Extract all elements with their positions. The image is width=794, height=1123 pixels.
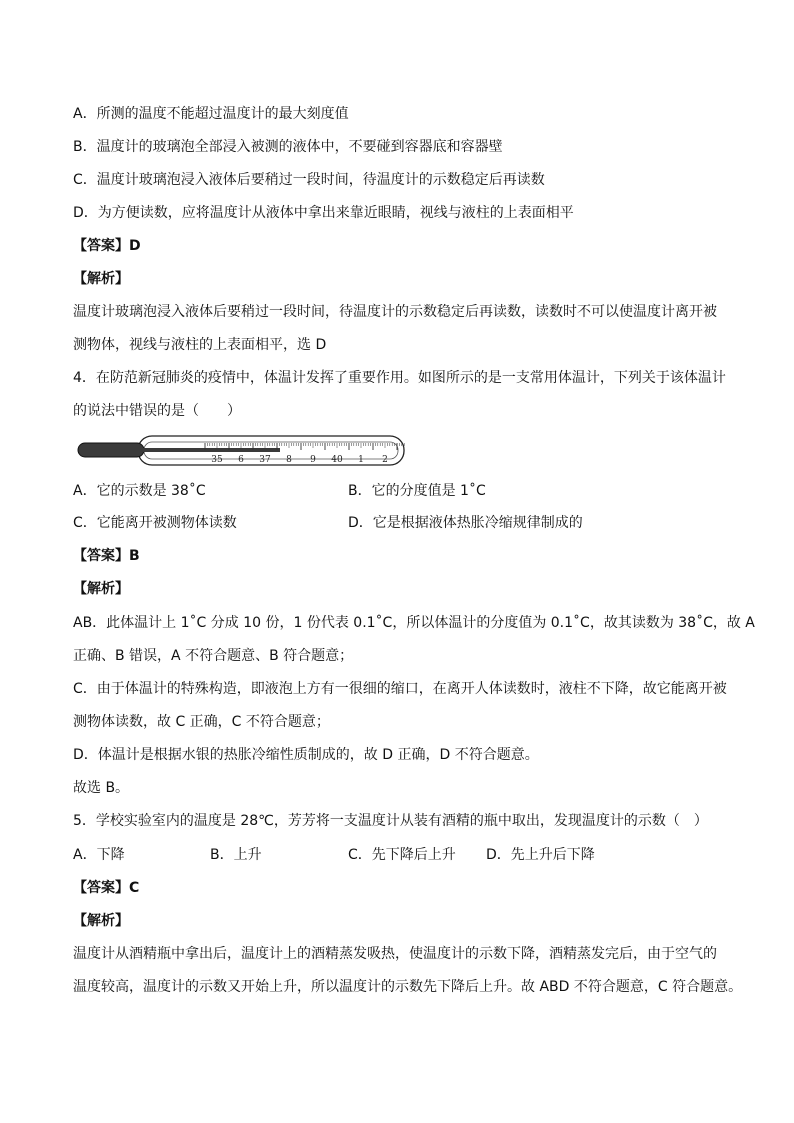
q4-analysis-line-6: 故选 B。 (73, 780, 130, 796)
q3-analysis-label: 【解析】 (73, 271, 129, 287)
q3-option-b: B．温度计的玻璃泡全部浸入被测的液体中，不要碰到容器底和容器壁 (73, 139, 503, 155)
scale-label-42: 2 (382, 455, 388, 465)
q5-analysis-label: 【解析】 (73, 913, 129, 929)
q4-option-d: D．它是根据液体热胀冷缩规律制成的 (348, 515, 583, 531)
thermometer-figure (74, 434, 406, 468)
q5-analysis-line-2: 温度较高，温度计的示数又开始上升，所以温度计的示数先下降后上升。故 ABD 不符合题意，C 符合题意。 (73, 979, 743, 995)
q5-option-a: A．下降 (73, 847, 125, 863)
scale-label-40: 40 (331, 455, 343, 465)
scale-label-41: 1 (358, 455, 364, 465)
q4-option-b: B．它的分度值是 1˚C (348, 483, 486, 499)
q4-analysis-label: 【解析】 (73, 581, 129, 597)
scale-label-36: 6 (238, 455, 244, 465)
q4-analysis-line-1: AB．此体温计上 1˚C 分成 10 份，1 份代表 0.1˚C，所以体温计的分度值为 0.1˚C，故其读数为 38˚C，故 A (73, 615, 755, 631)
q4-option-c: C．它能离开被测物体读数 (73, 515, 237, 531)
q5-answer: 【答案】C (73, 880, 140, 896)
q3-option-c: C．温度计玻璃泡浸入液体后要稍过一段时间，待温度计的示数稳定后再读数 (73, 172, 545, 188)
q3-analysis-line-1: 温度计玻璃泡浸入液体后要稍过一段时间，待温度计的示数稳定后再读数，读数时不可以使温度计离开被 (73, 304, 717, 320)
q4-analysis-line-4: 测物体读数，故 C 正确，C 不符合题意； (73, 714, 330, 730)
q5-option-d: D．先上升后下降 (486, 847, 595, 863)
q5-analysis-line-1: 温度计从酒精瓶中拿出后，温度计上的酒精蒸发吸热，使温度计的示数下降，酒精蒸发完后，由于空气的 (73, 946, 717, 962)
scale-label-37: 37 (259, 455, 271, 465)
thermometer-bulb (78, 443, 144, 457)
q4-stem-line-2: 的说法中错误的是（ ） (73, 403, 241, 419)
mercury-column (140, 448, 280, 452)
q4-option-a: A．它的示数是 38˚C (73, 483, 206, 499)
q4-analysis-line-2: 正确、B 错误，A 不符合题意、B 符合题意； (73, 648, 354, 664)
scale-label-35: 35 (211, 455, 223, 465)
q3-analysis-line-2: 测物体，视线与液柱的上表面相平，选 D (73, 337, 327, 353)
q5-stem: 5．学校实验室内的温度是 28℃，芳芳将一支温度计从装有酒精的瓶中取出，发现温度计的示数（ ） (73, 813, 708, 829)
q4-analysis-line-5: D．体温计是根据水银的热胀冷缩性质制成的，故 D 正确，D 不符合题意。 (73, 747, 539, 763)
q4-stem-line-1: 4．在防范新冠肺炎的疫情中，体温计发挥了重要作用。如图所示的是一支常用体温计，下列关于该体温计 (73, 370, 726, 386)
q5-option-b: B．上升 (210, 847, 262, 863)
q4-analysis-line-3: C．由于体温计的特殊构造，即液泡上方有一很细的缩口，在离开人体读数时，液柱不下降，故它能离开被 (73, 681, 727, 697)
q3-answer: 【答案】D (73, 238, 141, 254)
q5-option-c: C．先下降后上升 (348, 847, 456, 863)
q3-option-a: A．所测的温度不能超过温度计的最大刻度值 (73, 106, 349, 122)
q3-option-d: D．为方便读数，应将温度计从液体中拿出来靠近眼睛，视线与液柱的上表面相平 (73, 205, 574, 221)
scale-label-38: 8 (286, 455, 292, 465)
scale-label-39: 9 (310, 455, 316, 465)
q4-answer: 【答案】B (73, 548, 140, 564)
